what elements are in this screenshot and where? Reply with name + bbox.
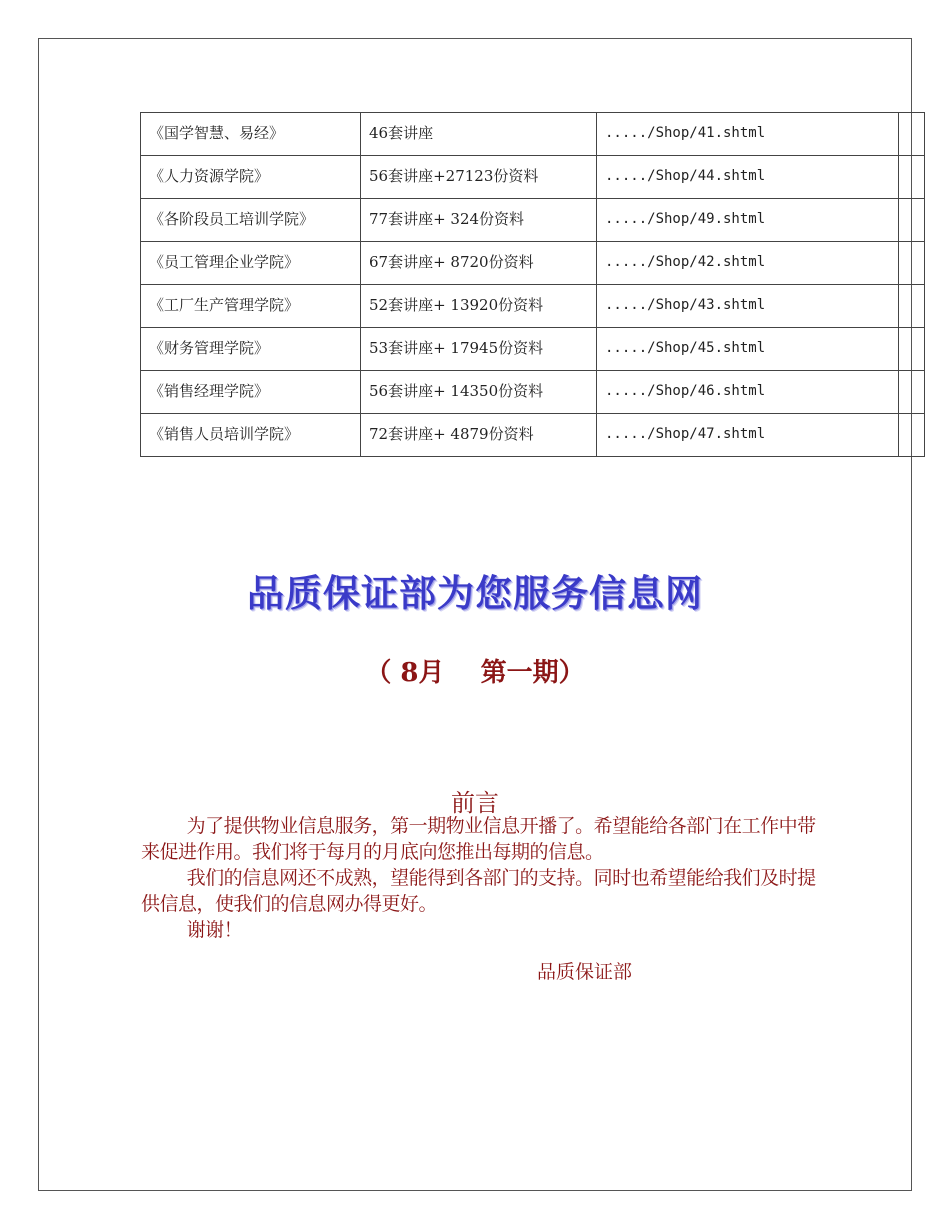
course-name-cell: 《人力资源学院》	[141, 156, 361, 199]
empty-cell	[899, 328, 925, 371]
course-link-cell: ...../Shop/44.shtml	[597, 156, 899, 199]
empty-cell	[899, 285, 925, 328]
course-link-cell: ...../Shop/42.shtml	[597, 242, 899, 285]
course-content-cell: 77套讲座+ 324份资料	[361, 199, 597, 242]
empty-cell	[899, 414, 925, 457]
course-name-cell: 《员工管理企业学院》	[141, 242, 361, 285]
table-row	[141, 242, 925, 285]
table-row	[141, 113, 925, 156]
course-name-cell: 《各阶段员工培训学院》	[141, 199, 361, 242]
course-link-cell: ...../Shop/47.shtml	[597, 414, 899, 457]
course-link-cell: ...../Shop/45.shtml	[597, 328, 899, 371]
course-content-cell: 53套讲座+ 17945份资料	[361, 328, 597, 371]
course-content-cell: 72套讲座+ 4879份资料	[361, 414, 597, 457]
course-content-cell: 46套讲座	[361, 113, 597, 156]
course-link-cell: ...../Shop/41.shtml	[597, 113, 899, 156]
issue-subtitle: （ 8月 第一期）	[365, 658, 585, 688]
course-link-cell: ...../Shop/49.shtml	[597, 199, 899, 242]
preface-thanks: 谢谢！	[186, 919, 243, 941]
empty-cell	[899, 156, 925, 199]
empty-cell	[899, 242, 925, 285]
table-row	[141, 156, 925, 199]
table-row	[141, 414, 925, 457]
empty-cell	[899, 199, 925, 242]
course-name-cell: 《工厂生产管理学院》	[141, 285, 361, 328]
page-title: 品质保证部为您服务信息网	[247, 572, 703, 615]
preface-paragraph: 我们的信息网还不成熟，望能得到各部门的支持。同时也希望能给我们及时提供信息，使我们的信息网办得更好。	[141, 867, 816, 915]
course-name-cell: 《财务管理学院》	[141, 328, 361, 371]
course-name-cell: 《国学智慧、易经》	[141, 113, 361, 156]
course-content-cell: 67套讲座+ 8720份资料	[361, 242, 597, 285]
empty-cell	[899, 113, 925, 156]
preface-paragraph: 为了提供物业信息服务，第一期物业信息开播了。希望能给各部门在工作中带来促进作用。我们将于每月的月底向您推出每期的信息。	[141, 815, 816, 863]
table-row	[141, 285, 925, 328]
table-row	[141, 371, 925, 414]
course-content-cell: 56套讲座+ 14350份资料	[361, 371, 597, 414]
course-name-cell: 《销售经理学院》	[141, 371, 361, 414]
table-row	[141, 199, 925, 242]
table-row	[141, 328, 925, 371]
course-content-cell: 56套讲座+27123份资料	[361, 156, 597, 199]
course-table	[140, 112, 925, 457]
preface-body	[141, 813, 821, 943]
course-name-cell: 《销售人员培训学院》	[141, 414, 361, 457]
course-link-cell: ...../Shop/46.shtml	[597, 371, 899, 414]
course-link-cell: ...../Shop/43.shtml	[597, 285, 899, 328]
preface-heading: 前言	[451, 789, 499, 817]
empty-cell	[899, 371, 925, 414]
signature: 品质保证部	[537, 961, 633, 983]
course-content-cell: 52套讲座+ 13920份资料	[361, 285, 597, 328]
